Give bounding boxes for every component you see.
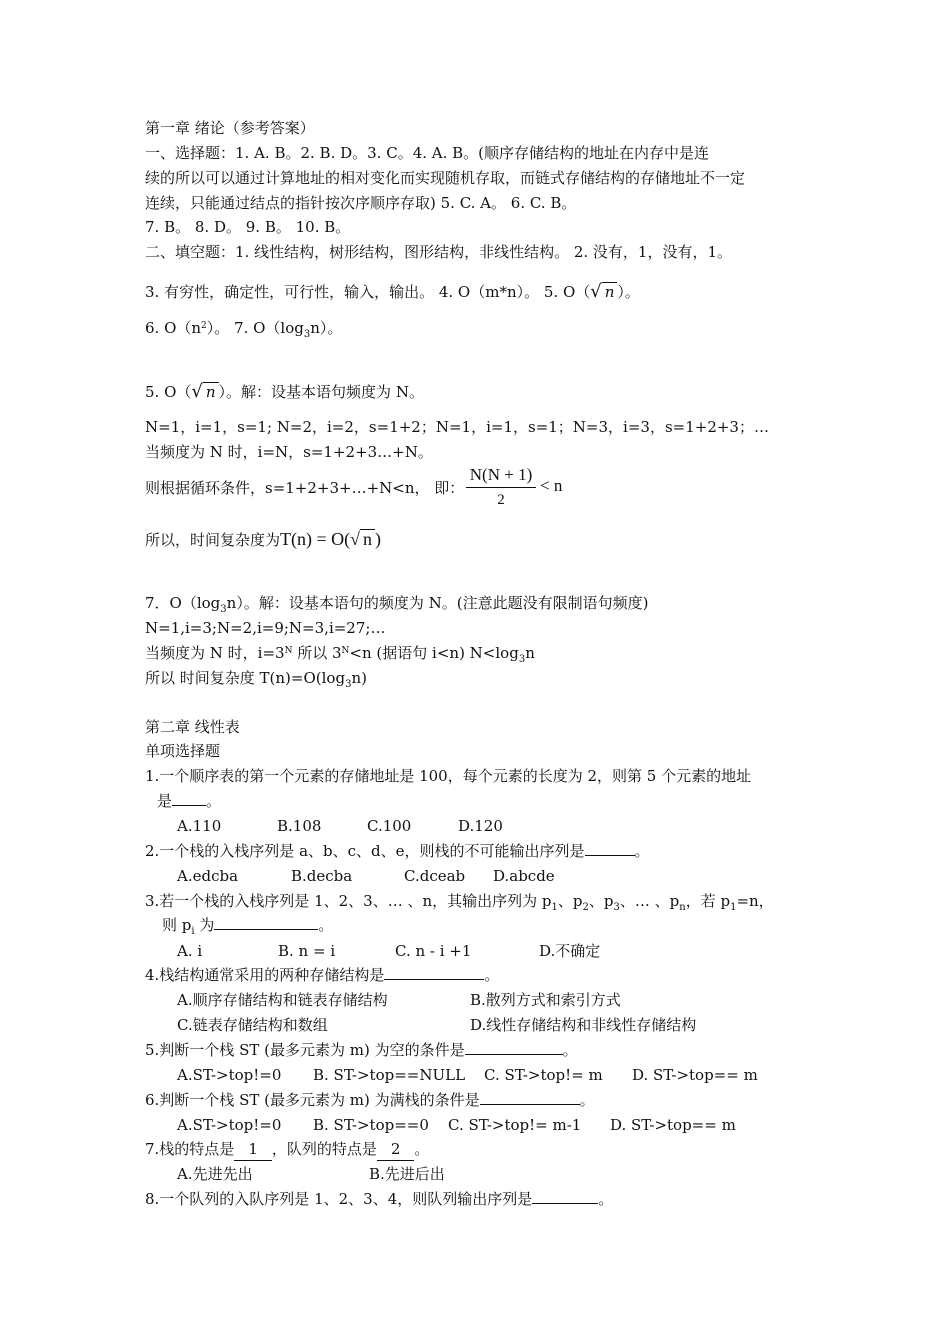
answer-blank: [214, 915, 318, 930]
answer-blank: [480, 1090, 580, 1105]
fraction-denominator: 2: [497, 492, 505, 508]
question-1: 1.一个顺序表的第一个元素的存储地址是 100，每个元素的长度为 2，则第 5 个元素的地址: [145, 767, 752, 785]
question-1-cont: 是 。: [157, 792, 222, 810]
answer-blank: [384, 965, 484, 980]
question-6-options: A.ST->top!=0 B. ST->top==0 C. ST->top!= m-1 D. ST->top== m: [177, 1116, 736, 1134]
answer-blank: [172, 791, 206, 806]
ch1-choice-line4: 7. B。 8. D。 9. B。 10. B。: [145, 218, 351, 236]
ch1-choice-line1: 一、选择题：1. A. B。2. B. D。3. C。4. A. B。(顺序存储结构的地址在内存中是连: [145, 144, 710, 162]
ch1-fill-line2: [145, 281, 640, 303]
question-5: 5.判断一个栈 ST (最多元素为 m) 为空的条件是 。: [145, 1041, 578, 1059]
answer-blank-1: 1: [234, 1138, 272, 1161]
ch1-choice-line2: 续的所以可以通过计算地址的相对变化而实现随机存取，而链式存储结构的存储地址不一定: [145, 169, 746, 187]
fill2-text-b: ）。: [617, 283, 640, 301]
question-8: 8.一个队列的入队序列是 1、2、3、4，则队列输出序列是 。: [145, 1190, 614, 1208]
sqrt-n-symbol: √ n: [191, 381, 218, 403]
question-7: 7.栈的特点是 1 ，队列的特点是 2 。: [145, 1138, 429, 1161]
answer-blank: [532, 1189, 598, 1204]
sol5-line3: 则根据循环条件，s=1+2+3+…+N<n， 即：: [145, 479, 465, 497]
answer-blank-2: 2: [377, 1138, 415, 1161]
ch1-choice-line3: 连续，只能通过结点的指针按次序顺序存取) 5. C. A。 6. C. B。: [145, 194, 577, 212]
sol7-heading: 7．$O(\log_3n)$。解：设基本语句的频度为 N。(注意此题没有限制语句频度): [145, 594, 649, 615]
chapter1-title: 第一章 绪论（参考答案）: [145, 119, 315, 137]
question-4-options-row1: A.顺序存储结构和链表存储结构 B.散列方式和索引方式: [177, 991, 621, 1009]
sol5-line1: N=1，i=1，s=1; N=2，i=2，s=1+2；N=1，i=1，s=1；N=3，i=3，s=1+2+3；…: [145, 418, 769, 436]
question-3-options: A. i B. n = i C. n - i +1 D.不确定: [177, 942, 601, 960]
question-4: 4.栈结构通常采用的两种存储结构是 。: [145, 966, 500, 984]
question-2: 2.一个栈的入栈序列是 a、b、c、d、e，则栈的不可能输出序列是 。: [145, 842, 650, 860]
question-4-options-row2: C.链表存储结构和数组 D.线性存储结构和非线性存储结构: [177, 1016, 697, 1034]
sol5-line2: 当频度为 N 时，i=N，s=1+2+3…+N。: [145, 443, 433, 461]
chapter2-title: 第二章 线性表: [145, 718, 240, 736]
fraction-numerator: N(N + 1): [466, 463, 536, 488]
answer-blank: [585, 841, 635, 856]
sol7-line1: N=1,i=3;N=2,i=9;N=3,i=27;…: [145, 619, 386, 637]
question-3: 3.若一个栈的入栈序列是 1、2、3、… 、n，其输出序列为 $p_1$、$p_2$、$p_3$、… 、$p_n$，若 $p_1=n$，: [145, 892, 774, 913]
sqrt-n-symbol: √ n: [590, 281, 617, 303]
sqrt-n-symbol: √ n: [350, 528, 375, 550]
question-5-options: A.ST->top!=0 B. ST->top==NULL C. ST->top!= m D. ST->top== m: [177, 1066, 758, 1084]
sol5-line4: 所以，时间复杂度为T(n) = O(√ n ): [145, 529, 382, 549]
fraction-formula: [466, 463, 536, 512]
ch1-fill-line1: 二、填空题：1. 线性结构，树形结构，图形结构，非线性结构。 2. 没有，1，没有，1。: [145, 243, 733, 261]
question-1-options: A.110 B.108 C.100 D.120: [177, 817, 503, 835]
sol7-line3: 所以 时间复杂度 $T(n)=O(\log_3n)$: [145, 669, 367, 690]
ch1-fill-line3: 6. $O(n^2)$。 7. $O(\log_3n)$。: [145, 319, 343, 340]
sol5-heading: 5. O（√ n ）。解：设基本语句频度为 N。: [145, 381, 424, 402]
sol7-line2: 当频度为 N 时，$i=3^N$ 所以 $3^N<n$ (据语句 i<n) $N<\log_3n$: [145, 644, 535, 665]
question-2-options: A.edcba B.decba C.dceab D.abcde: [177, 867, 555, 885]
question-7-options: A.先进先出 B.先进后出: [177, 1165, 445, 1183]
answer-blank: [465, 1040, 563, 1055]
fill2-text-a: 3. 有穷性，确定性，可行性，输入，输出。 4. O（m*n）。 5. O（: [145, 283, 591, 301]
question-3-cont: 则 $p_i$ 为 。: [162, 916, 334, 937]
fraction-inequality: < n: [540, 476, 563, 495]
question-6: 6.判断一个栈 ST (最多元素为 m) 为满栈的条件是 。: [145, 1091, 595, 1109]
section-heading: 单项选择题: [145, 742, 221, 760]
